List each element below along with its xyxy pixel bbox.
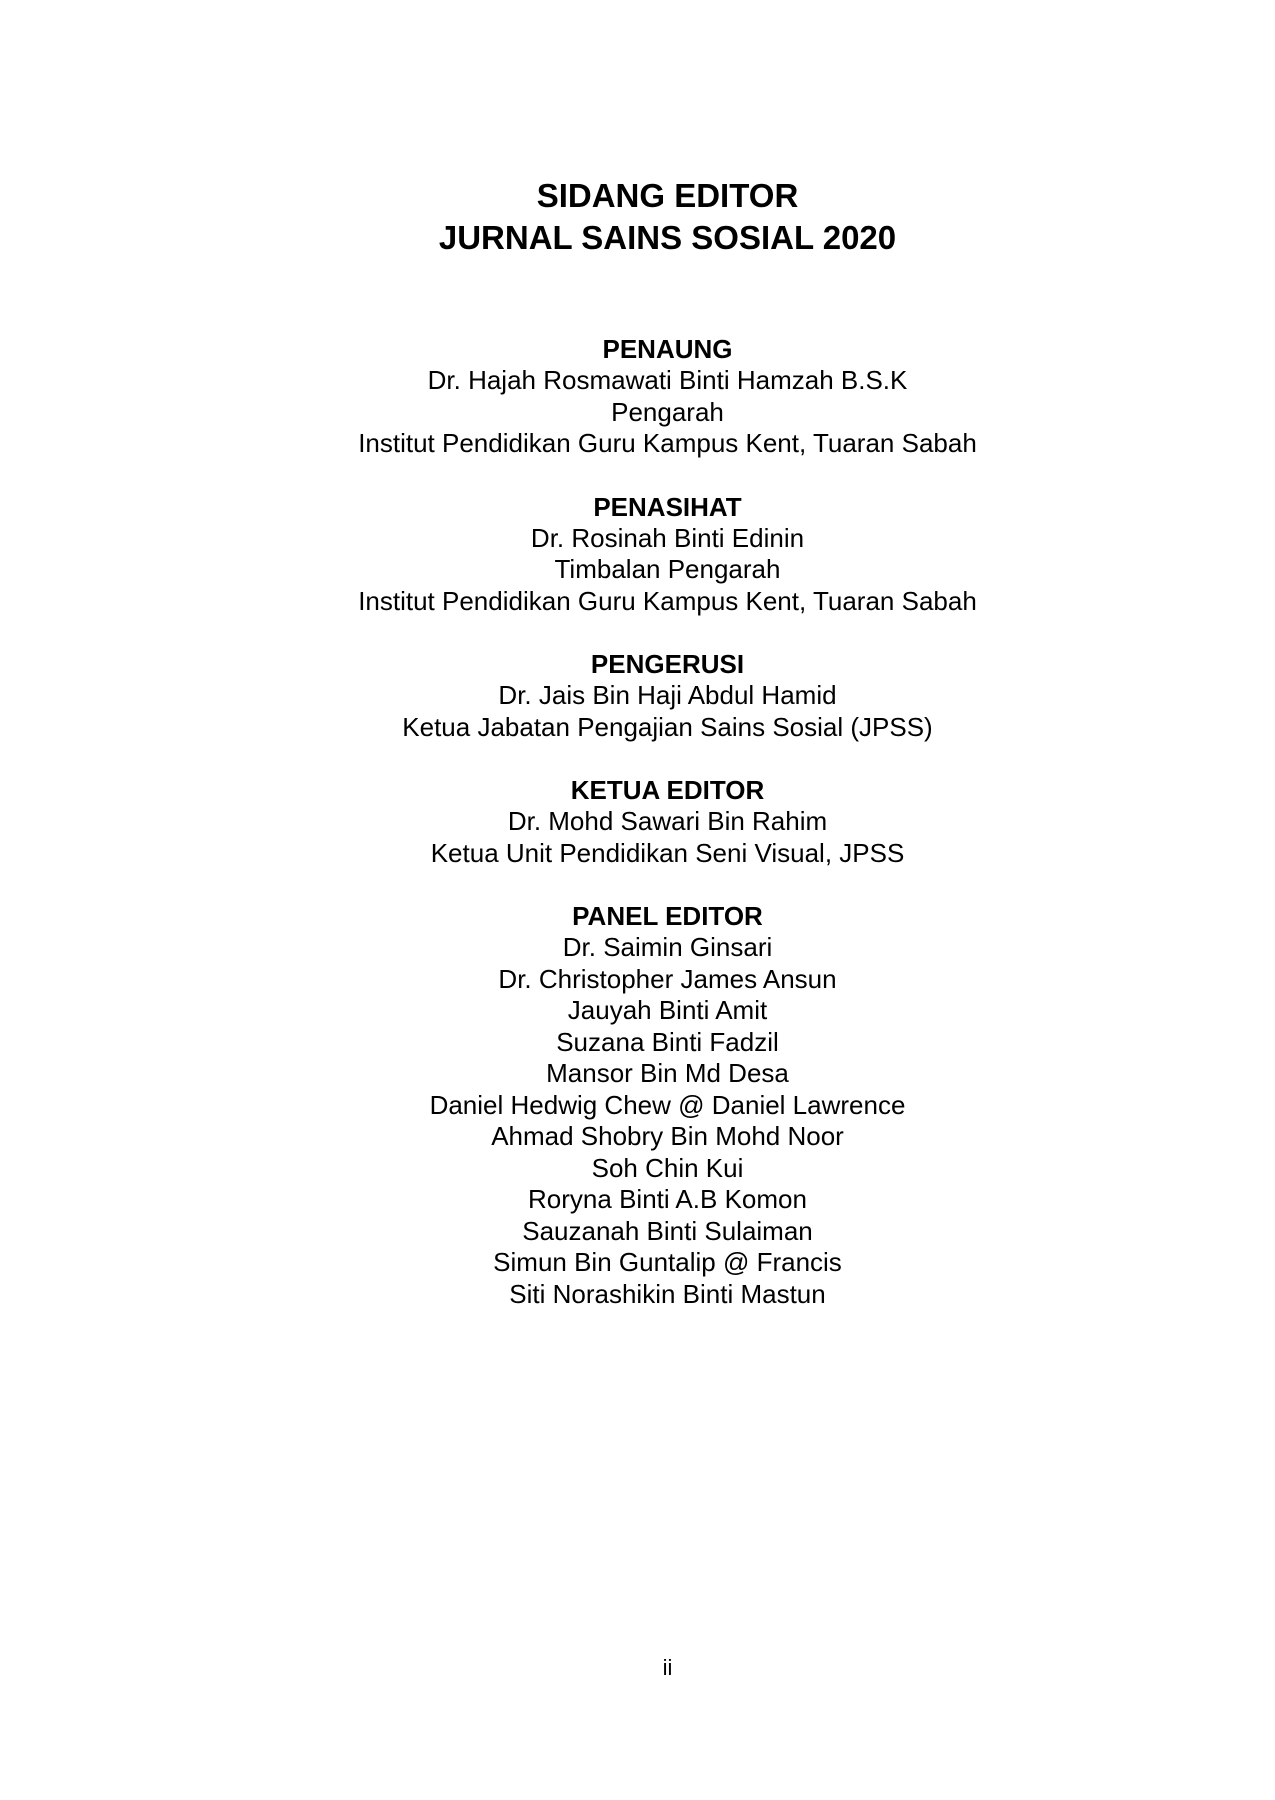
panel-member: Siti Norashikin Binti Mastun: [509, 1278, 826, 1309]
section-heading: PANEL EDITOR: [572, 901, 763, 931]
page-header: [0, 175, 1275, 259]
panel-member: Sauzanah Binti Sulaiman: [522, 1215, 813, 1246]
panel-member: Daniel Hedwig Chew @ Daniel Lawrence: [429, 1089, 906, 1120]
section-heading: KETUA EDITOR: [570, 775, 765, 805]
section-line: Dr. Hajah Rosmawati Binti Hamzah B.S.K: [427, 365, 908, 395]
section-line: Dr. Rosinah Binti Edinin: [530, 522, 805, 553]
panel-member: Soh Chin Kui: [591, 1152, 744, 1183]
section-ketua-editor: [0, 774, 1275, 869]
section-heading: PENAUNG: [602, 334, 733, 364]
panel-member: Ahmad Shobry Bin Mohd Noor: [491, 1121, 844, 1151]
section-line: Pengarah: [611, 396, 724, 427]
panel-member: Simun Bin Guntalip @ Francis: [493, 1247, 842, 1277]
section-penaung: [0, 333, 1275, 460]
section-line: Timbalan Pengarah: [554, 554, 781, 584]
page-number: ii: [662, 1655, 673, 1680]
section-line: Dr. Mohd Sawari Bin Rahim: [507, 806, 828, 836]
page-title: SIDANG EDITOR: [536, 177, 799, 214]
panel-member: Roryna Binti A.B Komon: [528, 1184, 807, 1214]
panel-member: Dr. Saimin Ginsari: [562, 932, 773, 962]
section-pengerusi: [0, 648, 1275, 743]
panel-member: Mansor Bin Md Desa: [546, 1058, 789, 1088]
section-line: Ketua Unit Pendidikan Seni Visual, JPSS: [430, 837, 905, 868]
section-penasihat: [0, 491, 1275, 618]
page-subtitle: JURNAL SAINS SOSIAL 2020: [438, 219, 897, 256]
panel-member: Suzana Binti Fadzil: [556, 1026, 779, 1057]
section-line: Institut Pendidikan Guru Kampus Kent, Tuaran Sabah: [358, 585, 977, 616]
section-line: Institut Pendidikan Guru Kampus Kent, Tuaran Sabah: [358, 428, 977, 458]
section-panel-editor: [0, 900, 1275, 1310]
section-heading: PENGERUSI: [590, 649, 745, 679]
section-line: Ketua Jabatan Pengajian Sains Sosial (JPSS): [402, 711, 933, 742]
editorial-board: [0, 333, 1275, 1341]
panel-member: Jauyah Binti Amit: [567, 995, 768, 1025]
section-line: Dr. Jais Bin Haji Abdul Hamid: [498, 680, 837, 710]
panel-member: Dr. Christopher James Ansun: [498, 963, 837, 994]
section-heading: PENASIHAT: [593, 491, 742, 522]
